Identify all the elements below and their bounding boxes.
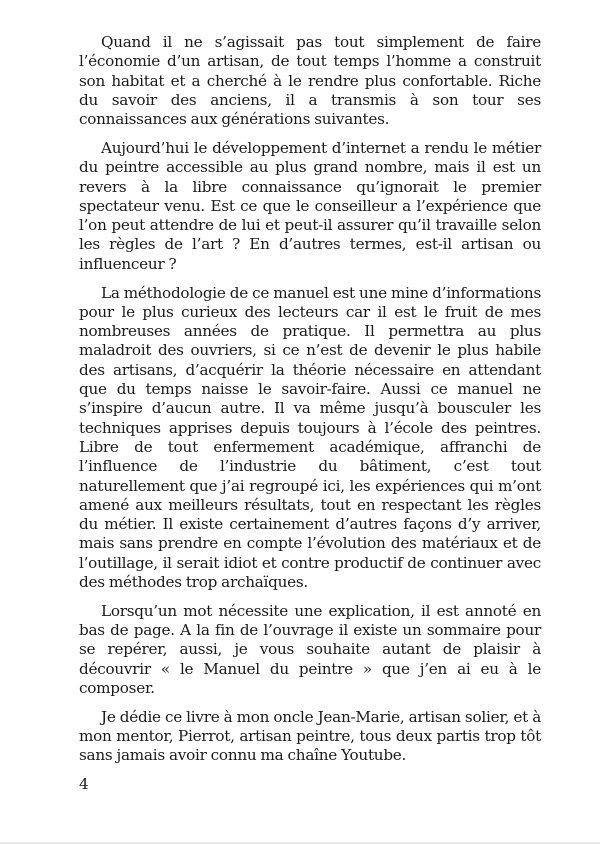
paragraph-annotations: Lorsqu’un mot nécessite une explication, il est annoté en bas de page. A la fin de l’ouvrage il existe un sommaire pour se repérer, aussi, je vous souhaite autant de plaisir à découvrir « le Manuel du peintre » que j’en ai eu à le composer. — [79, 601, 541, 697]
paragraph-methodology: La méthodologie de ce manuel est une mine d’informations pour le plus curieux des lecteurs car il est le fruit de mes nombreuses années de pratique. Il permettra au plus maladroit des ouvriers, si ce n’est de devenir le plus habile des artisans, d’acquérir la théorie nécessaire en attendant que du temps naisse le savoir-faire. Aussi ce manuel ne s’inspire d’aucun autre. Il va même jusqu’à bousculer les techniques apprises depuis toujours à l’école des peintres. Libre de tout enfermement académique, affranchi de l’influence de l’industrie du bâtiment, c’est tout naturellement que j’ai regroupé ici, les expériences qui m’ont amené aux meilleurs résultats, tout en respectant les règles du métier. Il existe certainement d’autres façons d’y arriver, mais sans prendre en compte l’évolution des matériaux et de l’outillage, il serait idiot et contre productif de continuer avec des méthodes trop archaïques. — [79, 283, 541, 592]
paragraph-intro: Quand il ne s’agissait pas tout simplement de faire l’économie d’un artisan, de tout temps l’homme a construit son habitat et a cherché à le rendre plus confortable. Riche du savoir des anciens, il a transmis à son tour ses connaissances aux générations suivantes. — [79, 33, 541, 129]
page-number: 4 — [79, 775, 89, 793]
paragraph-dedication: Je dédie ce livre à mon oncle Jean-Marie, artisan solier, et à mon mentor, Pierrot, artisan peintre, tous deux partis trop tôt sans jamais avoir connu ma chaîne Youtube. — [79, 707, 541, 765]
body-text — [79, 33, 541, 775]
paragraph-internet: Aujourd’hui le développement d’internet a rendu le métier du peintre accessible au plus grand nombre, mais il est un revers à la libre connaissance qu’ignorait le premier spectateur venu. Est ce que le conseilleur a l’expérience que l’on peut attendre de lui et peut-il assurer qu’il travaille selon les règles de l’art ? En d’autres termes, est-il artisan ou influenceur ? — [79, 138, 541, 273]
